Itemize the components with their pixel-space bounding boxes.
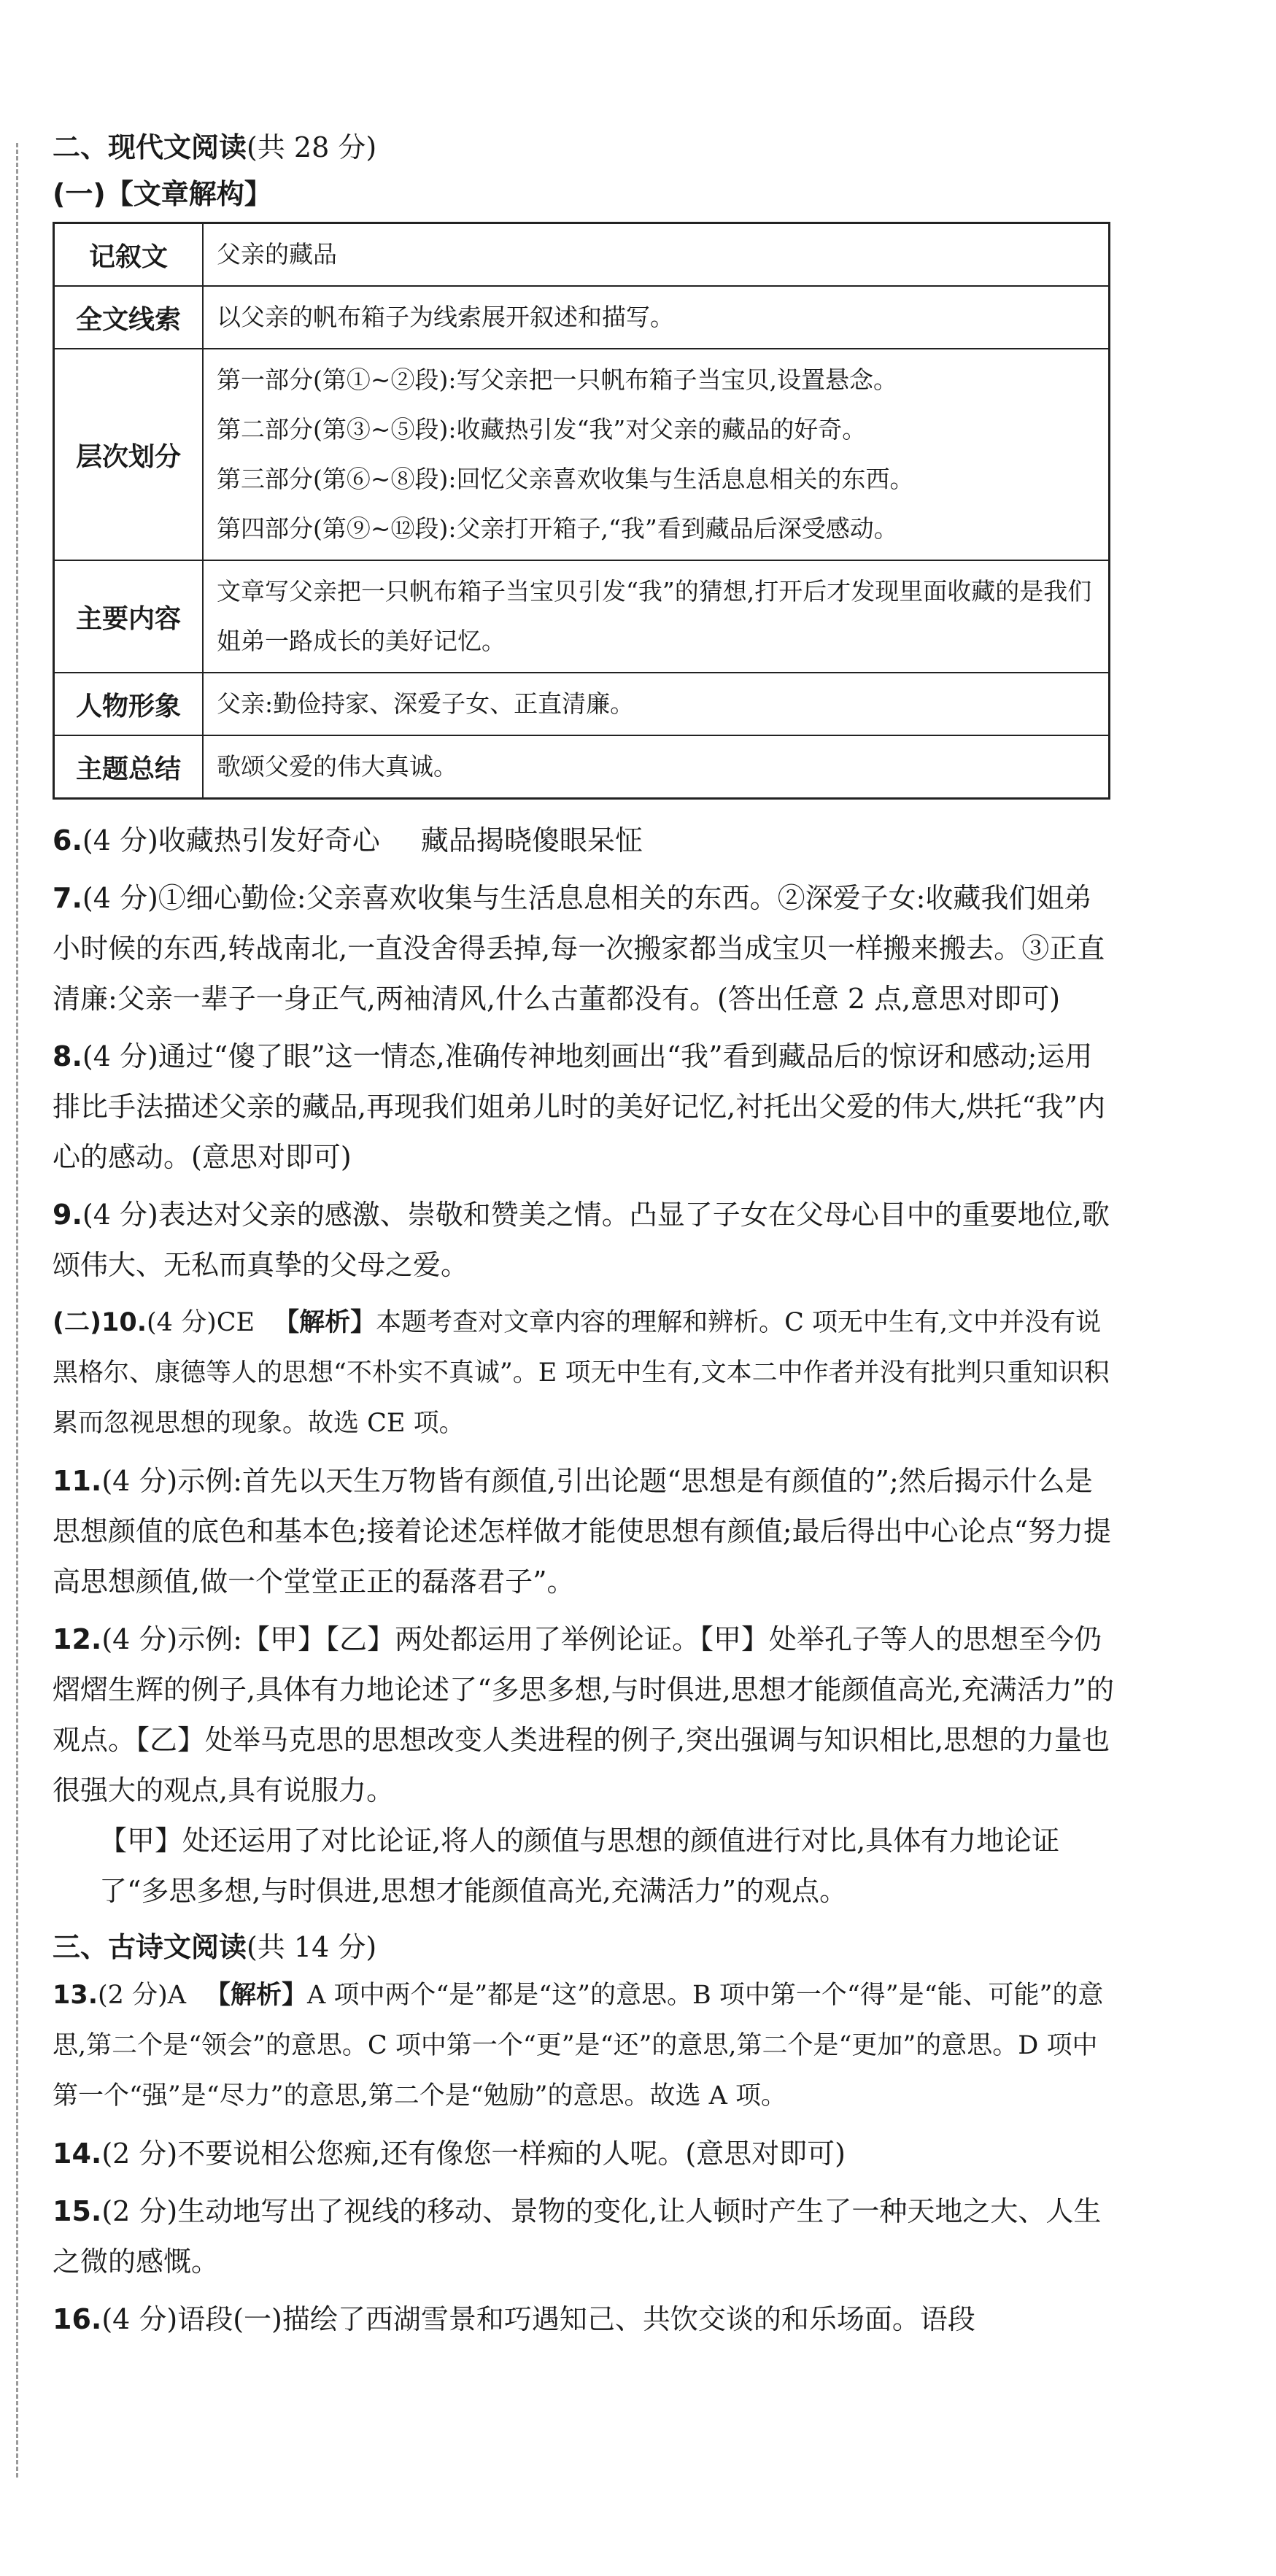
row-value-character: 父亲:勤俭持家、深爱子女、正直清廉。 bbox=[203, 673, 1110, 735]
table-row bbox=[54, 223, 1110, 287]
article-structure-table bbox=[53, 222, 1110, 800]
item-number: 9. bbox=[53, 1199, 82, 1231]
table-row bbox=[54, 349, 1110, 560]
answer-item-13: 13.(2 分)A 【解析】A 项中两个“是”都是“这”的意思。B 项中第一个“得”是“能、可能”的意思,第二个是“领会”的意思。C 项中第一个“更”是“还”的意思,第二个是“更加”的意思。D 项中第一个“强”是“尽力”的意思,第二个是“勉励”的意思。故选 A 项。 bbox=[53, 1981, 1104, 2111]
row-value-layers bbox=[203, 349, 1110, 560]
row-key-theme: 主题总结 bbox=[54, 735, 204, 799]
table-row bbox=[54, 673, 1110, 735]
row-value-main-content: 文章写父亲把一只帆布箱子当宝贝引发“我”的猜想,打开后才发现里面收藏的是我们姐弟一路成长的美好记忆。 bbox=[203, 560, 1110, 673]
binding-margin-line bbox=[16, 143, 18, 2478]
item-number: 14. bbox=[53, 2138, 102, 2170]
answer-item-7: 7.(4 分)①细心勤俭:父亲喜欢收集与生活息息相关的东西。②深爱子女:收藏我们姐弟小时候的东西,转战南北,一直没舍得丢掉,每一次搬家都当成宝贝一样搬来搬去。③正直清廉:父亲一辈子一身正气,两袖清风,什么古董都没有。(答出任意 2 点,意思对即可) bbox=[53, 882, 1105, 1015]
answer-item-9: 9.(4 分)表达对父亲的感激、崇敬和赞美之情。凸显了子女在父母心目中的重要地位,歌颂伟大、无私而真挚的父母之爱。 bbox=[53, 1199, 1110, 1281]
item-number: 7. bbox=[53, 882, 82, 914]
item-number: 16. bbox=[53, 2303, 102, 2335]
analysis-tag: 【解析】 bbox=[274, 1308, 376, 1337]
row-key-clue: 全文线索 bbox=[54, 286, 204, 349]
answer-item-16: 16.(4 分)语段(一)描绘了西湖雪景和巧遇知己、共饮交谈的和乐场面。语段 bbox=[53, 2303, 975, 2335]
layer-part-1: 第一部分(第①~②段):写父亲把一只帆布箱子当宝贝,设置悬念。 bbox=[217, 365, 898, 394]
section-heading-modern-reading: 二、现代文阅读(共 28 分) bbox=[53, 131, 377, 163]
layer-part-2: 第二部分(第③~⑤段):收藏热引发“我”对父亲的藏品的好奇。 bbox=[217, 415, 867, 444]
answer-item-10: (二)10.(4 分)CE 【解析】本题考查对文章内容的理解和辨析。C 项无中生有,文中并没有说黑格尔、康德等人的思想“不朴实不真诚”。E 项无中生有,文本二中作者并没有批判只重知识积累而忽视思想的现象。故选 CE 项。 bbox=[53, 1308, 1110, 1438]
item-number: 10. bbox=[101, 1308, 147, 1337]
table-row bbox=[54, 560, 1110, 673]
table-row bbox=[54, 735, 1110, 799]
answer-item-8: 8.(4 分)通过“傻了眼”这一情态,准确传神地刻画出“我”看到藏品后的惊讶和感动;运用排比手法描述父亲的藏品,再现我们姐弟儿时的美好记忆,衬托出父爱的伟大,烘托“我”内心的感动。(意思对即可) bbox=[53, 1040, 1106, 1173]
table-row bbox=[54, 286, 1110, 349]
answer-item-14: 14.(2 分)不要说相公您痴,还有像您一样痴的人呢。(意思对即可) bbox=[53, 2138, 846, 2170]
answer-item-15: 15.(2 分)生动地写出了视线的移动、景物的变化,让人顿时产生了一种天地之大、人生之微的感慨。 bbox=[53, 2195, 1102, 2278]
answer-item-11: 11.(4 分)示例:首先以天生万物皆有颜值,引出论题“思想是有颜值的”;然后揭示什么是思想颜值的底色和基本色;接着论述怎样做才能使思想有颜值;最后得出中心论点“努力提高思想颜值,做一个堂堂正正的磊落君子”。 bbox=[53, 1465, 1112, 1598]
item-number: 6. bbox=[53, 824, 82, 856]
layer-part-4: 第四部分(第⑨~⑫段):父亲打开箱子,“我”看到藏品后深受感动。 bbox=[217, 514, 898, 543]
row-key-genre: 记叙文 bbox=[54, 223, 204, 287]
row-value-genre: 父亲的藏品 bbox=[203, 223, 1110, 287]
item-number: 15. bbox=[53, 2195, 102, 2227]
section-heading-classical-reading: 三、古诗文阅读(共 14 分) bbox=[53, 1931, 377, 1963]
answer-content bbox=[53, 124, 1118, 2352]
item-number: 12. bbox=[53, 1623, 102, 1655]
row-value-clue: 以父亲的帆布箱子为线索展开叙述和描写。 bbox=[203, 286, 1110, 349]
item-12-second-paragraph: 【甲】处还运用了对比论证,将人的颜值与思想的颜值进行对比,具体有力地论证了“多思多想,与时俱进,思想才能颜值高光,充满活力”的观点。 bbox=[99, 1825, 1060, 1907]
item-number: 13. bbox=[53, 1981, 98, 2010]
answer-item-12: 12.(4 分)示例:【甲】【乙】两处都运用了举例论证。【甲】处举孔子等人的思想至今仍熠熠生辉的例子,具体有力地论述了“多思多想,与时俱进,思想才能颜值高光,充满活力”的观点。【乙】处举马克思的思想改变人类进程的例子,突出强调与知识相比,思想的力量也很强大的观点,具有说服力。 【甲】处还运用了对比论证,将人的颜值与思想的颜值进行对比,具体有力地论证了“多思多想,与时俱进,思想才能颜值高光,充满活力”的观点。 bbox=[53, 1614, 1118, 1916]
answer-item-6: 6.(4 分)收藏热引发好奇心 藏品揭晓傻眼呆怔 bbox=[53, 824, 643, 856]
item-number: 8. bbox=[53, 1040, 82, 1072]
row-key-character: 人物形象 bbox=[54, 673, 204, 735]
analysis-tag: 【解析】 bbox=[205, 1981, 308, 2010]
part-heading-article-structure: (一)【文章解构】 bbox=[53, 178, 272, 210]
row-key-layers: 层次划分 bbox=[54, 349, 204, 560]
layer-part-3: 第三部分(第⑥~⑧段):回忆父亲喜欢收集与生活息息相关的东西。 bbox=[217, 465, 914, 493]
row-value-theme: 歌颂父爱的伟大真诚。 bbox=[203, 735, 1110, 799]
row-key-main-content: 主要内容 bbox=[54, 560, 204, 673]
item-number: 11. bbox=[53, 1465, 102, 1497]
